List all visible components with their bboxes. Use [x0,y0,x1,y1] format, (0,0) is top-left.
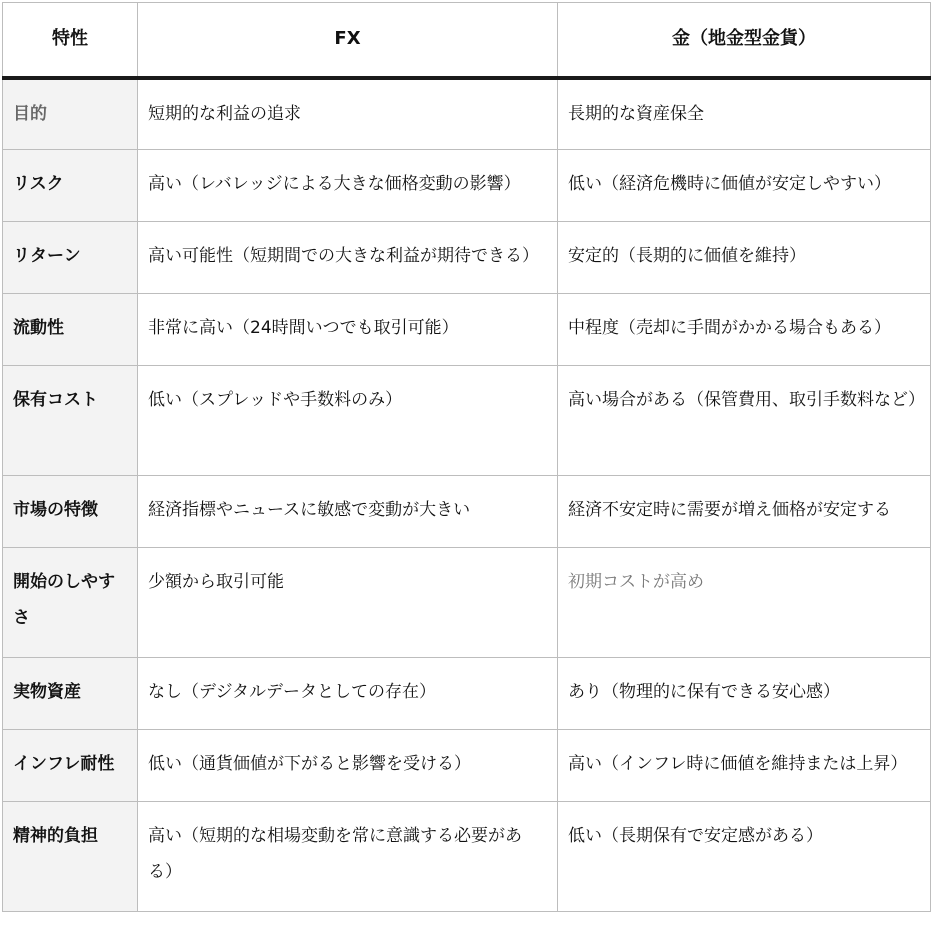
table-row [3,476,931,548]
feature-cell: インフレ耐性 [3,730,138,802]
gold-cell: 中程度（売却に手間がかかる場合もある） [558,294,931,366]
feature-cell: 目的 [3,78,138,150]
feature-cell: 流動性 [3,294,138,366]
feature-cell: 開始のしやすさ [3,548,138,658]
table-row [3,78,931,150]
feature-cell: 精神的負担 [3,802,138,912]
table-header-row [3,3,931,78]
fx-cell: 高い（レバレッジによる大きな価格変動の影響） [138,150,558,222]
header-feature: 特性 [3,3,138,78]
header-fx: FX [138,3,558,78]
fx-cell: 非常に高い（24時間いつでも取引可能） [138,294,558,366]
table-row [3,222,931,294]
fx-cell: 低い（通貨価値が下がると影響を受ける） [138,730,558,802]
fx-cell: 低い（スプレッドや手数料のみ） [138,366,558,476]
feature-cell: 実物資産 [3,658,138,730]
gold-cell: 経済不安定時に需要が増え価格が安定する [558,476,931,548]
table-row [3,730,931,802]
table-row [3,802,931,912]
fx-cell: 経済指標やニュースに敏感で変動が大きい [138,476,558,548]
comparison-table [2,2,931,912]
feature-cell: リスク [3,150,138,222]
feature-cell: 市場の特徴 [3,476,138,548]
gold-cell: 安定的（長期的に価値を維持） [558,222,931,294]
table-row [3,366,931,476]
gold-cell: 高い（インフレ時に価値を維持または上昇） [558,730,931,802]
table-row [3,658,931,730]
fx-cell: 少額から取引可能 [138,548,558,658]
gold-cell: 長期的な資産保全 [558,78,931,150]
fx-cell: 高い可能性（短期間での大きな利益が期待できる） [138,222,558,294]
table-row [3,548,931,658]
gold-cell: 初期コストが高め [558,548,931,658]
fx-cell: 短期的な利益の追求 [138,78,558,150]
gold-cell: 低い（長期保有で安定感がある） [558,802,931,912]
header-gold: 金（地金型金貨） [558,3,931,78]
fx-cell: 高い（短期的な相場変動を常に意識する必要がある） [138,802,558,912]
fx-cell: なし（デジタルデータとしての存在） [138,658,558,730]
feature-cell: 保有コスト [3,366,138,476]
gold-cell: 高い場合がある（保管費用、取引手数料など） [558,366,931,476]
gold-cell: あり（物理的に保有できる安心感） [558,658,931,730]
table-row [3,294,931,366]
table-row [3,150,931,222]
gold-cell: 低い（経済危機時に価値が安定しやすい） [558,150,931,222]
feature-cell: リターン [3,222,138,294]
